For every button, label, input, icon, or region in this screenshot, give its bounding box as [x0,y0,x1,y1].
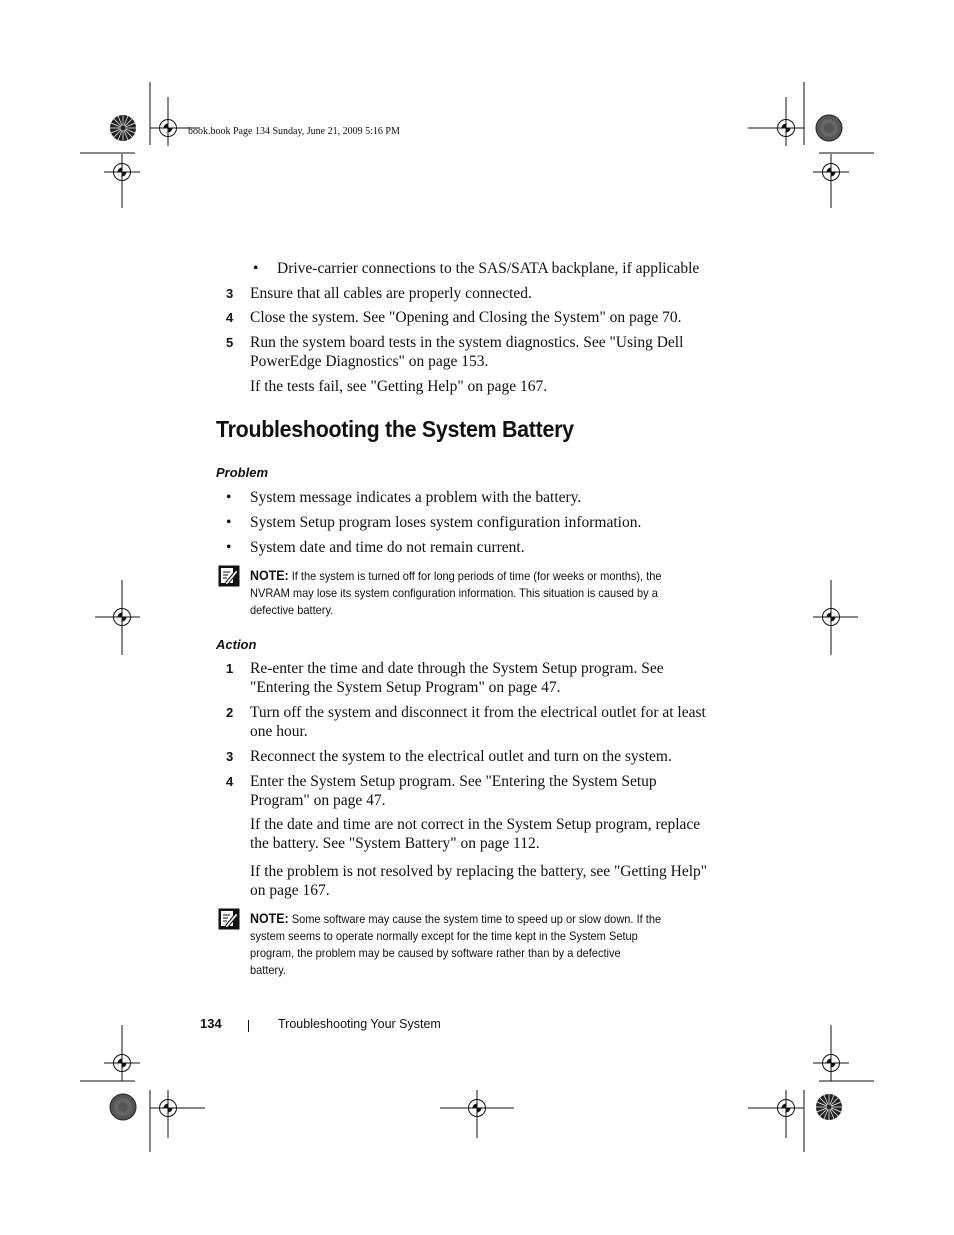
bullet-icon: • [253,260,259,277]
step-number: 1 [226,661,234,676]
list-item [253,260,700,279]
step-text: Ensure that all cables are properly connected. [250,285,532,302]
numbered-step [226,660,664,697]
list-item-text: Drive-carrier connections to the SAS/SATA backplane, if applicable [277,260,700,277]
note-text: defective battery. [250,603,334,617]
note-label: NOTE: [250,911,289,926]
pencil-note-icon [218,565,240,587]
numbered-step [226,309,682,328]
page-title: Troubleshooting the System Battery [216,416,574,442]
print-header-info: book.book Page 134 Sunday, June 21, 2009 5:16 PM [188,126,400,137]
note-text: program, the problem may be caused by software rather than by a defective [250,946,621,960]
step-text: "Entering the System Setup Program" on page 47. [250,678,561,696]
note-text: battery. [250,963,287,977]
list-item-text: System date and time do not remain current. [250,539,525,556]
step-followup: If the tests fail, see "Getting Help" on page 167. [250,378,548,395]
step-text: PowerEdge Diagnostics" on page 153. [250,352,489,370]
footer-divider [248,1020,249,1032]
note-text: system seems to operate normally except for the time kept in the System Setup [250,929,638,943]
bullet-icon: • [226,539,232,556]
step-followup [250,816,700,853]
step-text: Run the system board tests in the system diagnostics. See "Using Dell [250,334,684,351]
section-heading [216,416,601,443]
step-text: Reconnect the system to the electrical outlet and turn on the system. [250,748,672,765]
pencil-note-icon [218,908,240,930]
list-item [226,489,582,508]
list-item [226,514,642,533]
problem-heading: Problem [216,465,269,480]
bullet-icon: • [226,514,232,531]
numbered-step [226,773,657,810]
step-text: one hour. [250,722,308,740]
list-item-text: System message indicates a problem with the battery. [250,489,582,506]
followup-text: the battery. See "System Battery" on page 112. [250,834,540,852]
step-text: Turn off the system and disconnect it from the electrical outlet for at least [250,704,706,721]
action-heading: Action [216,637,257,652]
numbered-step [226,285,532,304]
followup-text: If the problem is not resolved by replacing the battery, see "Getting Help" [250,863,708,880]
note-block [250,910,715,979]
numbered-step [226,704,706,741]
list-item-text: System Setup program loses system configuration information. [250,514,642,531]
note-text: NVRAM may lose its system configuration information. This situation is caused by a [250,586,658,600]
step-number: 4 [226,310,234,325]
step-number: 4 [226,774,234,789]
step-number: 5 [226,335,234,350]
note-label: NOTE: [250,568,289,583]
step-text: Close the system. See "Opening and Closing the System" on page 70. [250,309,682,326]
chapter-title: Troubleshooting Your System [278,1017,441,1031]
step-number: 3 [226,286,234,301]
followup-text: If the date and time are not correct in the System Setup program, replace [250,816,701,833]
step-number: 2 [226,705,234,720]
numbered-step [226,334,684,371]
bullet-icon: • [226,489,232,506]
note-text: If the system is turned off for long periods of time (for weeks or months), the [291,569,662,583]
page-number: 134 [200,1016,222,1031]
step-text: Enter the System Setup program. See "Entering the System Setup [250,773,657,790]
step-text: Re-enter the time and date through the System Setup program. See [250,660,664,677]
step-number: 3 [226,749,234,764]
step-text: Program" on page 47. [250,791,386,809]
note-block [250,567,715,619]
note-text: Some software may cause the system time to speed up or slow down. If the [291,912,662,926]
numbered-step [226,748,672,767]
followup-text: on page 167. [250,881,330,899]
step-followup [250,863,707,900]
list-item [226,539,525,558]
